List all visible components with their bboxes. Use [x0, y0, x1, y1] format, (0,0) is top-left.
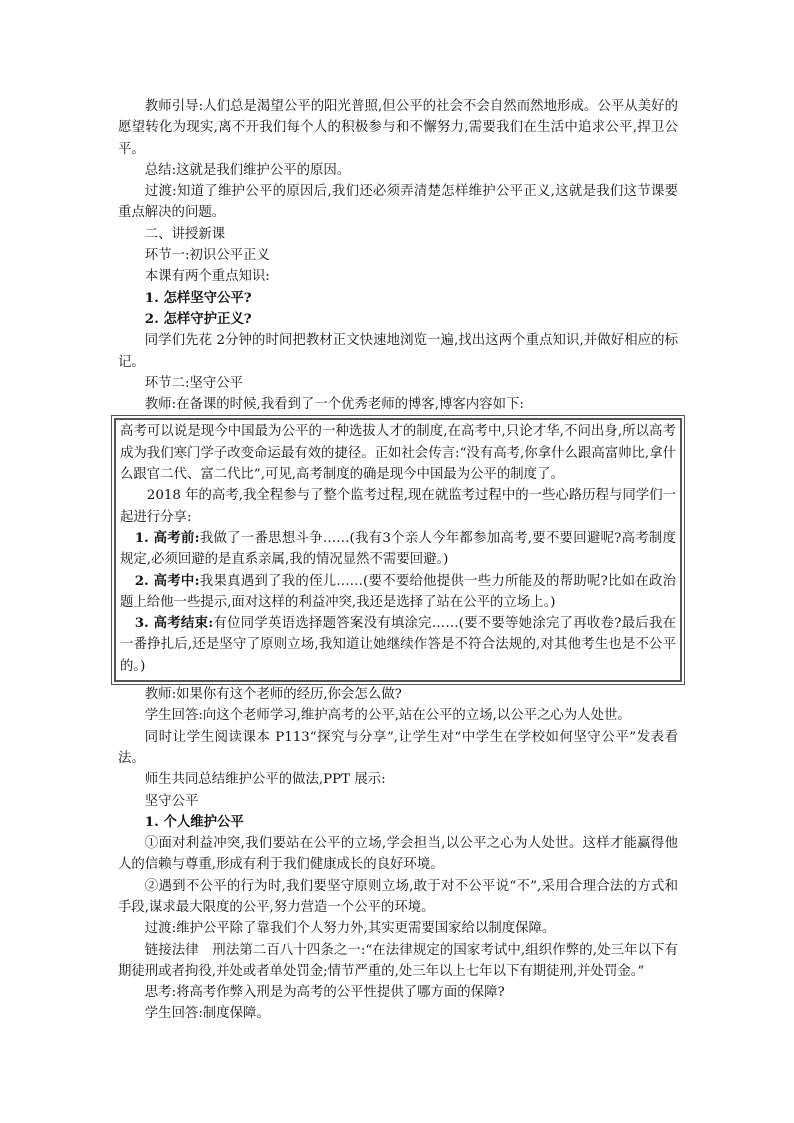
browse-instruction: 同学们先花 2分钟的时间把教材正文快速地浏览一遍,找出这两个重点知识,并做好相应的标记。 [118, 333, 678, 370]
key-point-1: 1. 怎样坚守公平? [144, 289, 252, 306]
final-answer: 学生回答:制度保障。 [144, 1006, 270, 1022]
student-answer: 学生回答:向这个老师学习,维护高考的公平,站在公平的立场,以公平之心为人处世。 [144, 708, 631, 724]
uphold-fairness-heading: 坚守公平 [144, 793, 199, 809]
key-point-2: 2. 怎样守护正义? [144, 310, 252, 327]
section-heading: 二、讲授新课 [144, 226, 226, 242]
blog-item-1: 1. 高考前:我做了一番思想斗争……(我有3个亲人今年都参加高考,要不要回避呢?高考制度规定,必须回避的是直系亲属,我的情况显然不需要回避。) [120, 529, 676, 568]
stage-two-heading: 环节二:坚守公平 [144, 375, 244, 391]
document-body [118, 96, 678, 1025]
personal-point-1: ①面对利益冲突,我们要站在公平的立场,学会担当,以公平之心为人处世。这样才能赢得他人的信赖与尊重,形成有利于我们健康成长的良好环境。 [118, 836, 678, 873]
personal-point-2: ②遇到不公平的行为时,我们要坚守原则立场,敢于对不公平说“不”,采用合理合法的方式和手段,谋求最大限度的公平,努力营造一个公平的环境。 [118, 878, 678, 915]
stage-one-heading: 环节一:初识公平正义 [144, 248, 270, 264]
reading-task: 同时让学生阅读课本 P113“探究与分享”,让学生对“中学生在学校如何坚守公平”发表看法。 [118, 729, 678, 766]
law-link: 链接法律 刑法第二百八十四条之一:“在法律规定的国家考试中,组织作弊的,处三年以下有期徒刑或者拘役,并处或者单处罚金;情节严重的,处三年以上七年以下有期徒刑,并处罚金。” [118, 942, 678, 979]
think-question: 思考:将高考作弊入刑是为高考的公平性提供了哪方面的保障? [144, 985, 505, 1001]
ppt-summary-intro: 师生共同总结维护公平的做法,PPT 展示: [144, 772, 386, 788]
blog-item-2: 2. 高考中:我果真遇到了我的侄儿……(要不要给他提供一些力所能及的帮助呢?比如在政治题上给他一些提示,面对这样的利益冲突,我还是选择了站在公平的立场上。) [120, 572, 676, 610]
blog-intro: 教师:在备课的时候,我看到了一个优秀老师的博客,博客内容如下: [144, 397, 524, 413]
blog-item-3: 3. 高考结束:有位同学英语选择题答案没有填涂完……(要不要等她涂完了再收卷?最后我在一番挣扎后,还是坚守了原则立场,我知道让她继续作答是不符合法规的,对其他考生也是不公平的。) [120, 615, 676, 674]
teacher-question: 教师:如果你有这个老师的经历,你会怎么做? [144, 687, 402, 703]
transition-line: 过渡:知道了维护公平的原因后,我们还必须弄清楚怎样维护公平正义,这就是我们这节课要重点解决的问题。 [118, 184, 678, 221]
summary-line: 总结:这就是我们维护公平的原因。 [144, 162, 351, 178]
teacher-guidance: 教师引导:人们总是渴望公平的阳光普照,但公平的社会不会自然而然地形成。公平从美好的愿望转化为现实,离不开我们每个人的积极参与和不懈努力,需要我们在生活中追求公平,捍卫公平。 [118, 99, 678, 157]
blog-excerpt-box [114, 418, 682, 682]
personal-heading: 1. 个人维护公平 [144, 813, 244, 830]
key-points-intro: 本课有两个重点知识: [144, 269, 270, 285]
blog-paragraph-1: 高考可以说是现今中国最为公平的一种选拔人才的制度,在高考中,只论才华,不问出身,所以高考成为我们寒门学子改变命运最有效的捷径。正如社会传言:“没有高考,你拿什么跟高富帅比,拿什么跟官二代、富二代比”,可见,高考制度的确是现今中国最为公平的制度了。 [120, 424, 676, 483]
transition-system: 过渡:维护公平除了靠我们个人努力外,其实更需要国家给以制度保障。 [144, 921, 556, 937]
blog-paragraph-2: 2018 年的高考,我全程参与了整个监考过程,现在就监考过程中的一些心路历程与同学们一起进行分享: [120, 488, 676, 525]
